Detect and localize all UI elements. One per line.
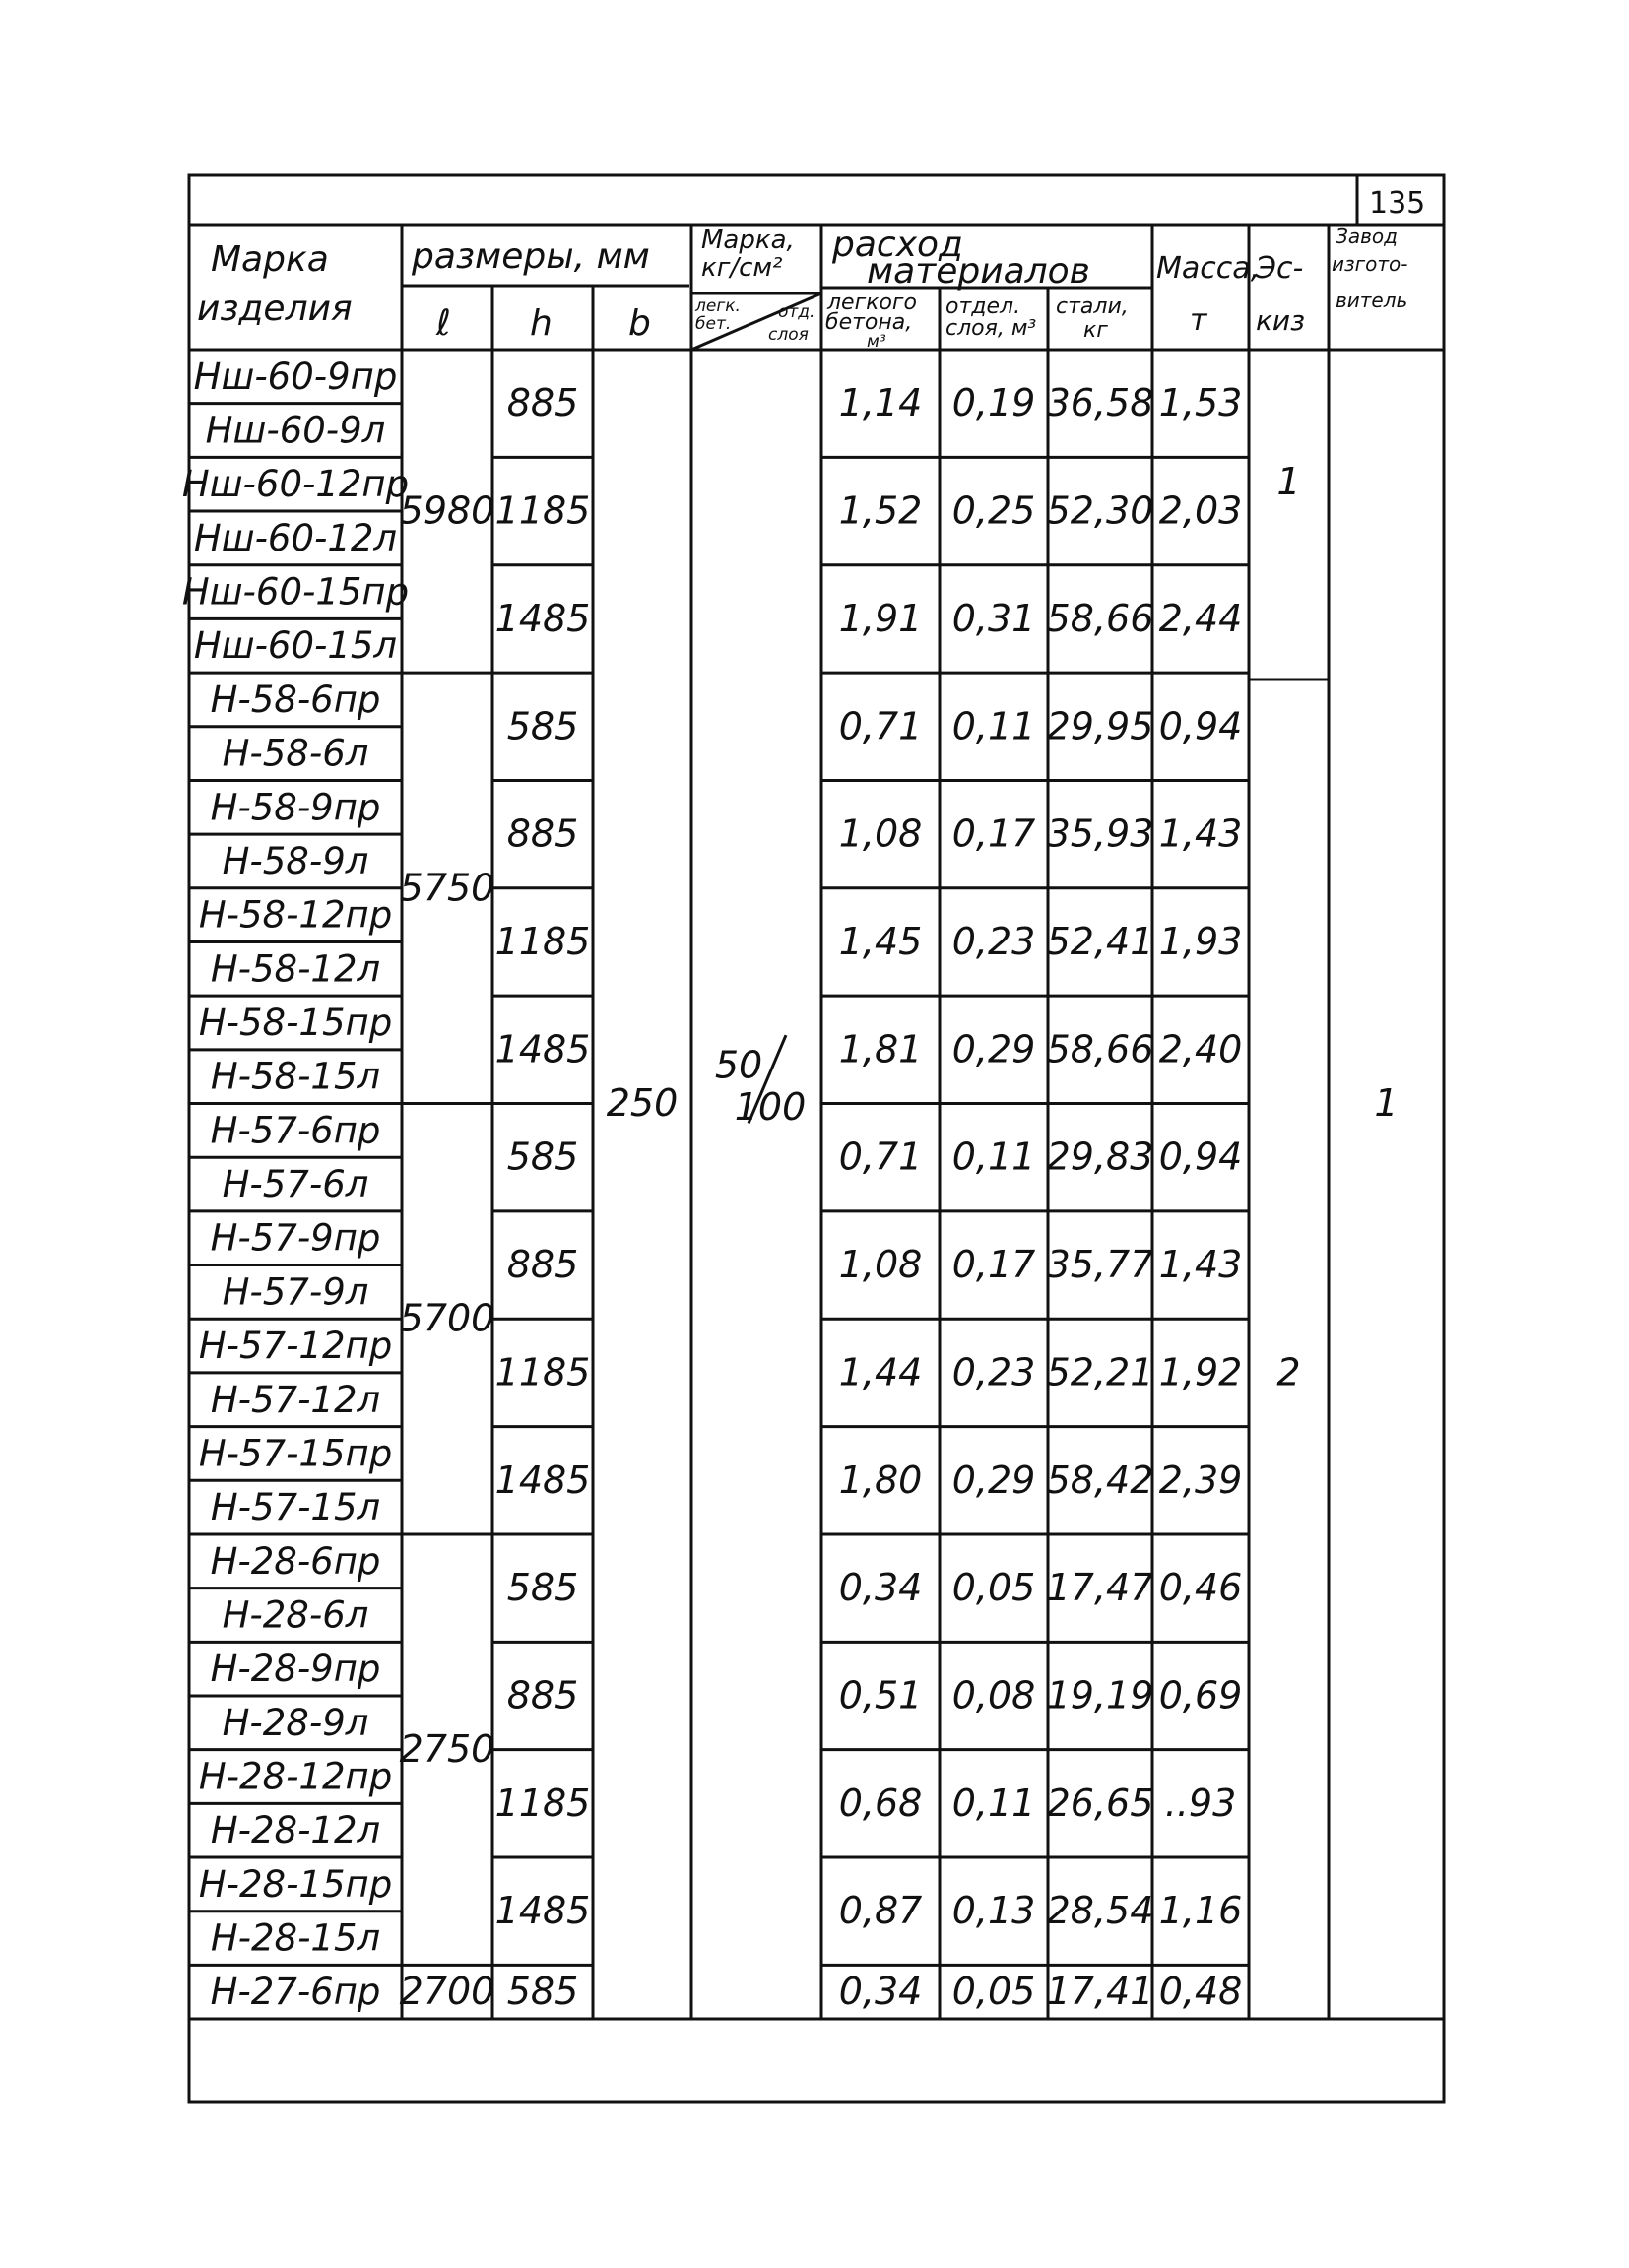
light-concrete-value: 0,71 (838, 1134, 923, 1179)
height-value: 1485 (494, 1889, 591, 1933)
mass-value: 1,53 (1158, 381, 1243, 425)
product-mark: Н-57-12пр (198, 1325, 393, 1368)
finish-layer-value: 0,25 (951, 488, 1036, 533)
steel-value: 52,30 (1046, 488, 1154, 533)
light-concrete-value: 1,44 (838, 1350, 923, 1394)
product-mark: Н-57-15пр (198, 1432, 393, 1475)
mass-value: ..93 (1164, 1781, 1237, 1825)
header-mark-line2: изделия (197, 289, 353, 329)
header-grade-sub-c: отд. (778, 302, 815, 322)
steel-value: 52,41 (1046, 919, 1154, 963)
finish-layer-value: 0,11 (951, 1781, 1036, 1825)
mass-value: 1,43 (1158, 1243, 1243, 1287)
mass-value: 2,40 (1158, 1027, 1243, 1071)
header-grade-sub-b: бет. (695, 314, 732, 334)
light-concrete-value: 1,52 (838, 488, 923, 533)
product-mark: Нш-60-9пр (193, 355, 398, 398)
light-concrete-value: 1,91 (838, 596, 923, 640)
header-mark-line1: Марка (211, 239, 329, 280)
plant-value: 1 (1374, 1081, 1399, 1126)
product-mark: Н-58-12л (210, 947, 381, 991)
product-mark: Н-28-15л (210, 1916, 381, 1960)
finish-layer-value: 0,11 (951, 1134, 1036, 1179)
product-mark: Н-57-9пр (210, 1216, 381, 1260)
height-value: 585 (506, 704, 579, 748)
product-mark: Н-57-15л (210, 1486, 381, 1529)
product-mark: Н-57-6пр (210, 1109, 381, 1152)
finish-layer-value: 0,17 (951, 811, 1036, 856)
product-mark: Н-58-15л (210, 1055, 381, 1098)
light-concrete-value: 0,34 (838, 1970, 923, 2014)
sketch-value: 1 (1276, 460, 1301, 504)
height-value: 585 (506, 1134, 579, 1179)
light-concrete-value: 1,14 (838, 381, 923, 425)
product-mark: Нш-60-12л (193, 516, 398, 559)
product-mark: Н-28-12л (210, 1809, 381, 1852)
finish-layer-value: 0,05 (951, 1566, 1036, 1610)
header-dim-l: ℓ (436, 303, 451, 344)
product-mark: Нш-60-15пр (181, 570, 410, 614)
product-mark: Н-28-9л (222, 1701, 369, 1744)
mass-value: 0,94 (1158, 1134, 1243, 1179)
light-concrete-value: 1,45 (838, 919, 923, 963)
header-light-concrete-2: бетона, (825, 310, 913, 335)
header-mass-line2: т (1190, 303, 1207, 338)
height-value: 885 (506, 381, 579, 425)
mass-value: 1,43 (1158, 811, 1243, 856)
height-value: 1485 (494, 1458, 591, 1502)
mass-value: 1,93 (1158, 919, 1243, 963)
steel-value: 36,58 (1046, 381, 1154, 425)
sketch-value: 2 (1276, 1350, 1301, 1394)
mass-value: 0,46 (1158, 1566, 1243, 1610)
light-concrete-value: 1,81 (838, 1027, 923, 1071)
finish-layer-value: 0,29 (951, 1458, 1036, 1502)
header-dim-h: h (530, 303, 553, 344)
header-steel-1: стали, (1056, 294, 1129, 319)
product-mark: Н-58-6л (222, 732, 369, 775)
mass-value: 1,16 (1158, 1889, 1243, 1933)
product-mark: Нш-60-15л (193, 624, 398, 668)
steel-value: 28,54 (1046, 1889, 1154, 1933)
length-value: 2700 (399, 1970, 495, 2014)
steel-value: 58,66 (1046, 1027, 1154, 1071)
height-value: 1485 (494, 596, 591, 640)
light-concrete-value: 0,68 (838, 1781, 923, 1825)
width-value: 250 (606, 1081, 679, 1126)
height-value: 885 (506, 1673, 579, 1717)
header-light-concrete-1: легкого (827, 291, 917, 315)
header-grade-line1: Марка, (701, 226, 795, 255)
mass-value: 0,94 (1158, 704, 1243, 748)
product-mark: Н-58-6пр (210, 678, 381, 721)
finish-layer-value: 0,29 (951, 1027, 1036, 1071)
product-mark: Н-28-15пр (198, 1862, 393, 1906)
finish-layer-value: 0,31 (951, 596, 1036, 640)
product-mark: Н-28-9пр (210, 1648, 381, 1691)
header-finish-layer-1: отдел. (945, 294, 1021, 319)
product-mark: Н-28-12пр (198, 1755, 393, 1798)
header-finish-layer-2: слоя, м³ (945, 316, 1037, 341)
steel-value: 17,41 (1046, 1970, 1154, 2014)
header-grade-sub-d: слоя (768, 325, 809, 345)
steel-value: 52,21 (1046, 1350, 1154, 1394)
mass-value: 0,48 (1158, 1970, 1243, 2014)
header-dim-b: b (628, 303, 651, 344)
steel-value: 19,19 (1046, 1673, 1154, 1717)
finish-layer-value: 0,23 (951, 1350, 1036, 1394)
steel-value: 35,93 (1046, 811, 1154, 856)
finish-layer-value: 0,13 (951, 1889, 1036, 1933)
header-light-concrete-3: м³ (867, 332, 886, 352)
height-value: 1185 (494, 1350, 591, 1394)
header-grade-line2: кг/см² (701, 253, 783, 283)
product-mark: Н-58-15пр (198, 1002, 393, 1044)
length-value: 5700 (399, 1296, 495, 1340)
height-value: 585 (506, 1970, 579, 2014)
product-mark: Н-58-9л (222, 839, 369, 882)
product-mark: Н-58-9пр (210, 786, 381, 829)
light-concrete-value: 0,51 (838, 1673, 923, 1717)
light-concrete-value: 0,71 (838, 704, 923, 748)
height-value: 1185 (494, 919, 591, 963)
finish-layer-value: 0,08 (951, 1673, 1036, 1717)
height-value: 885 (506, 1243, 579, 1287)
steel-value: 58,42 (1046, 1458, 1154, 1502)
header-plant-1: Завод (1336, 225, 1398, 248)
mass-value: 2,03 (1158, 488, 1243, 533)
mass-value: 1,92 (1158, 1350, 1243, 1394)
product-mark: Н-28-6пр (210, 1539, 381, 1583)
product-mark: Н-57-6л (222, 1163, 369, 1206)
steel-value: 29,83 (1046, 1134, 1154, 1179)
header-sketch-line2: киз (1256, 304, 1305, 337)
header-consumption-line1: расход (832, 225, 963, 265)
product-mark: Н-57-12л (210, 1378, 381, 1421)
header-grade-sub-a: легк. (695, 296, 741, 316)
finish-layer-value: 0,05 (951, 1970, 1036, 2014)
length-value: 2750 (399, 1727, 495, 1772)
grade-numerator: 50 (714, 1043, 763, 1087)
height-value: 1185 (494, 1781, 591, 1825)
light-concrete-value: 0,34 (838, 1566, 923, 1610)
mass-value: 2,39 (1158, 1458, 1243, 1502)
height-value: 1185 (494, 488, 591, 533)
product-mark: Н-28-6л (222, 1593, 369, 1637)
finish-layer-value: 0,11 (951, 704, 1036, 748)
steel-value: 17,47 (1046, 1566, 1154, 1610)
header-dimensions: размеры, мм (412, 236, 650, 277)
product-mark: Нш-60-12пр (181, 463, 410, 506)
steel-value: 29,95 (1046, 704, 1154, 748)
header-consumption-line2: материалов (867, 251, 1090, 292)
header-mass-line1: Масса, (1156, 251, 1261, 286)
finish-layer-value: 0,19 (951, 381, 1036, 425)
product-mark: Н-58-12пр (198, 893, 393, 937)
light-concrete-value: 0,87 (838, 1889, 923, 1933)
header-plant-3: витель (1336, 289, 1408, 312)
steel-value: 35,77 (1046, 1243, 1154, 1287)
header-steel-2: кг (1083, 318, 1108, 343)
steel-value: 58,66 (1046, 596, 1154, 640)
finish-layer-value: 0,23 (951, 919, 1036, 963)
page-number: 135 (1369, 186, 1426, 221)
grade-denominator: 100 (734, 1085, 807, 1130)
light-concrete-value: 1,80 (838, 1458, 923, 1502)
product-mark: Нш-60-9л (205, 409, 386, 452)
product-mark: Н-57-9л (222, 1270, 369, 1314)
height-value: 885 (506, 811, 579, 856)
length-value: 5980 (399, 488, 495, 533)
light-concrete-value: 1,08 (838, 1243, 923, 1287)
finish-layer-value: 0,17 (951, 1243, 1036, 1287)
mass-value: 0,69 (1158, 1673, 1243, 1717)
light-concrete-value: 1,08 (838, 811, 923, 856)
height-value: 585 (506, 1566, 579, 1610)
steel-value: 26,65 (1046, 1781, 1154, 1825)
product-mark: Н-27-6пр (210, 1971, 381, 2014)
height-value: 1485 (494, 1027, 591, 1071)
mass-value: 2,44 (1158, 596, 1243, 640)
length-value: 5750 (399, 866, 495, 910)
header-sketch-line1: Эс- (1256, 251, 1304, 286)
header-plant-2: изгото- (1332, 252, 1408, 276)
